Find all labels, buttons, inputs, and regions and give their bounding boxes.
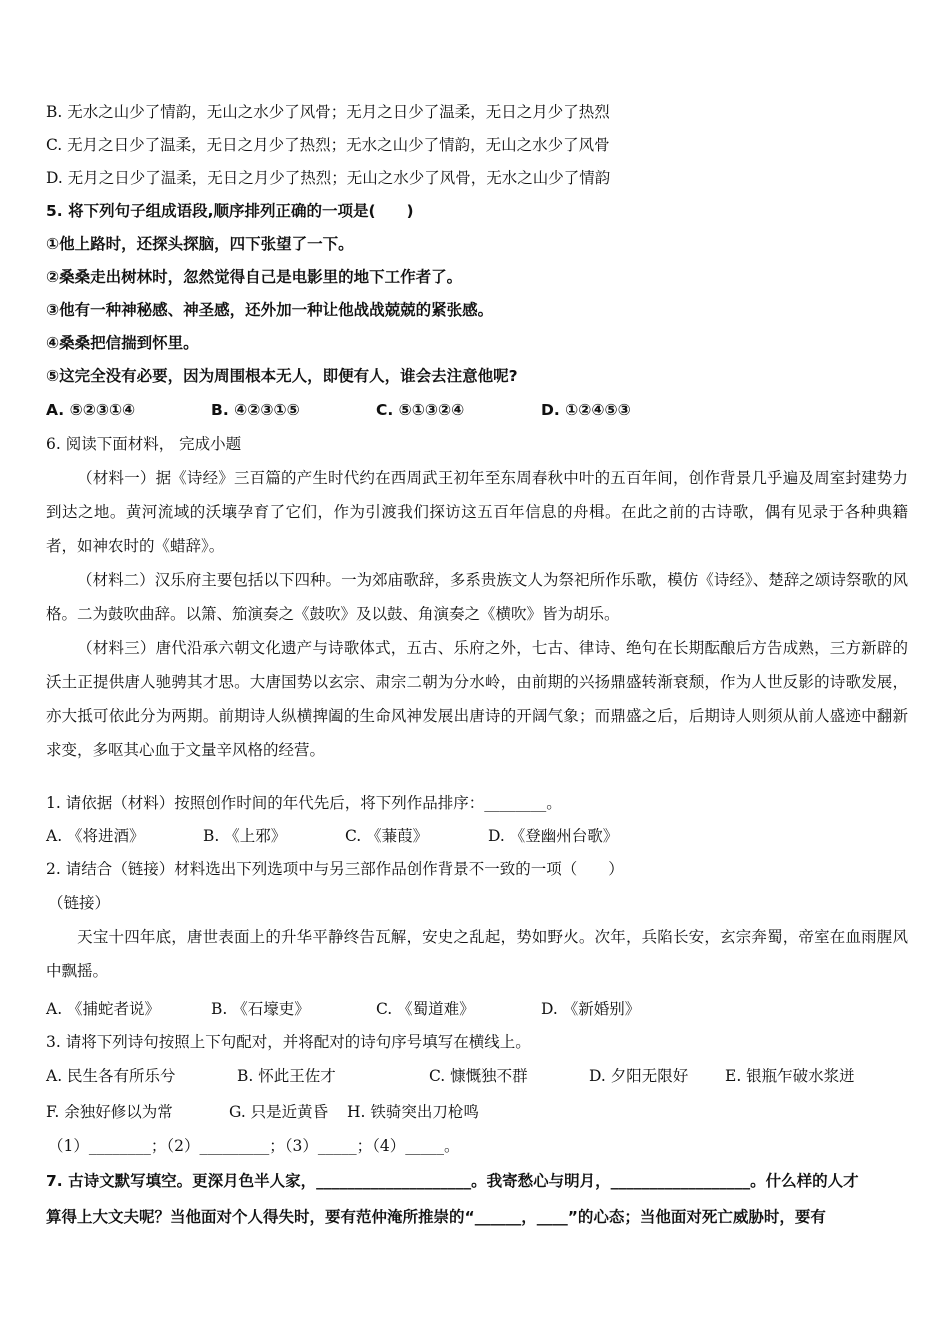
q6-sub2-link-text [46, 920, 908, 988]
q6-sub2-option-d: D. 《新婚别》 [541, 1000, 641, 1018]
q5-sentence-3: ③他有一种神秘感、神圣感，还外加一种让他战战兢兢的紧张感。 [46, 301, 494, 319]
q5-sentence-5: ⑤这完全没有必要，因为周围根本无人，即便有人，谁会去注意他呢? [46, 367, 518, 385]
q6-material-1 [46, 461, 908, 563]
q6-sub2-link-text-content: 天宝十四年底，唐世表面上的升华平静终告瓦解，安史之乱起，势如野火。次年，兵陷长安，玄宗奔蜀，帝室在血雨腥风中飘摇。 [46, 928, 908, 980]
q5-sentence-2: ②桑桑走出树林时，忽然觉得自己是电影里的地下工作者了。 [46, 268, 463, 286]
q6-sub3-item-e: E. 银瓶乍破水浆迸 [725, 1067, 855, 1085]
q7-line-1: 7. 古诗文默写填空。更深月色半人家，____________________。我寄愁心与明月，__________________。什么样的人才 [46, 1172, 859, 1190]
q7-line-2: 算得上大文夫呢？当他面对个人得失时，要有范仲淹所推崇的“______，____”的心态；当他面对死亡威胁时，要有 [46, 1208, 826, 1226]
q6-material-3-text: （材料三）唐代沿承六朝文化遗产与诗歌体式，五古、乐府之外，七古、律诗、绝句在长期酝酿后方告成熟，三方新辟的沃土正提供唐人驰骋其才思。大唐国势以玄宗、肃宗二朝为分水岭，由前期的兴扬鼎盛转渐衰颓，作为人世反影的诗歌发展，亦大抵可依此分为两期。前期诗人纵横捭阖的生命风神发展出唐诗的开阔气象；而鼎盛之后，后期诗人则须从前人盛迹中翻新求变，多呕其心血于文量辛风格的经营。 [46, 639, 908, 759]
q6-stem: 6. 阅读下面材料， 完成小题 [46, 435, 242, 453]
q6-sub3-row-2 [46, 1101, 479, 1123]
q4-option-b: B. 无水之山少了情韵，无山之水少了风骨；无月之日少了温柔，无日之月少了热烈 [46, 103, 610, 121]
q6-sub3-item-c: C. 慷慨独不群 [429, 1067, 528, 1085]
q5-options [46, 399, 631, 421]
q6-sub3-item-d: D. 夕阳无限好 [589, 1067, 689, 1085]
q6-material-3 [46, 631, 908, 767]
q5-sentence-1: ①他上路时，还探头探脑，四下张望了一下。 [46, 235, 354, 253]
q6-sub2-options [46, 998, 640, 1020]
q6-sub2-link-label: （链接） [48, 894, 111, 912]
q4-option-c: C. 无月之日少了温柔，无日之月少了热烈；无水之山少了情韵，无山之水少了风骨 [46, 136, 610, 154]
q5-stem: 5. 将下列句子组成语段,顺序排列正确的一项是( ) [46, 202, 414, 220]
q6-sub1-stem: 1. 请依据（材料）按照创作时间的年代先后，将下列作品排序：________。 [46, 794, 562, 812]
q6-sub2-option-b: B. 《石壕吏》 [211, 1000, 310, 1018]
q4-option-d: D. 无月之日少了温柔，无日之月少了热烈；无山之水少了风骨，无水之山少了情韵 [46, 169, 611, 187]
q6-sub1-option-b: B. 《上邪》 [203, 827, 287, 845]
q6-sub3-item-a: A. 民生各有所乐兮 [46, 1067, 176, 1085]
q5-sentence-4: ④桑桑把信揣到怀里。 [46, 334, 199, 352]
q6-sub3-item-g: G. 只是近黄昏 [229, 1103, 329, 1121]
q6-material-2-text: （材料二）汉乐府主要包括以下四种。一为郊庙歌辞，多系贵族文人为祭祀所作乐歌，模仿《诗经》、楚辞之颂诗祭歌的风格。二为鼓吹曲辞。以箫、笳演奏之《鼓吹》及以鼓、角演奏之《横吹》皆为胡乐。 [46, 571, 908, 623]
q6-sub3-item-b: B. 怀此王佐才 [237, 1067, 336, 1085]
q6-sub1-option-d: D. 《登幽州台歌》 [488, 827, 619, 845]
q6-sub2-option-c: C. 《蜀道难》 [376, 1000, 475, 1018]
q6-material-1-text: （材料一）据《诗经》三百篇的产生时代约在西周武王初年至东周春秋中叶的五百年间，创作背景几乎遍及周室封建势力到达之地。黄河流域的沃壤孕育了它们，作为引渡我们探访这五百年信息的舟楫。在此之前的古诗歌，偶有见录于各种典籍者，如神农时的《蜡辞》。 [46, 469, 908, 555]
q6-sub3-stem: 3. 请将下列诗句按照上下句配对，并将配对的诗句序号填写在横线上。 [46, 1033, 531, 1051]
q6-sub1-options [46, 825, 618, 847]
q5-option-d: D. ①②④⑤③ [541, 401, 631, 419]
q5-option-c: C. ⑤①③②④ [376, 401, 465, 419]
q6-sub3-item-f: F. 余独好修以为常 [46, 1103, 173, 1121]
q6-sub3-row-1 [46, 1065, 855, 1087]
q6-sub1-option-a: A. 《将进酒》 [46, 827, 145, 845]
q6-sub2-stem: 2. 请结合（链接）材料选出下列选项中与另三部作品创作背景不一致的一项（ ） [46, 860, 624, 878]
q6-sub3-blanks: （1）________；（2）_________；（3）_____；（4）_____。 [48, 1137, 460, 1155]
q6-sub2-option-a: A. 《捕蛇者说》 [46, 1000, 161, 1018]
q6-sub3-item-h: H. 铁骑突出刀枪鸣 [347, 1103, 479, 1121]
q6-sub1-option-c: C. 《蒹葭》 [345, 827, 429, 845]
q5-option-a: A. ⑤②③①④ [46, 401, 136, 419]
q5-option-b: B. ④②③①⑤ [211, 401, 300, 419]
q6-material-2 [46, 563, 908, 631]
